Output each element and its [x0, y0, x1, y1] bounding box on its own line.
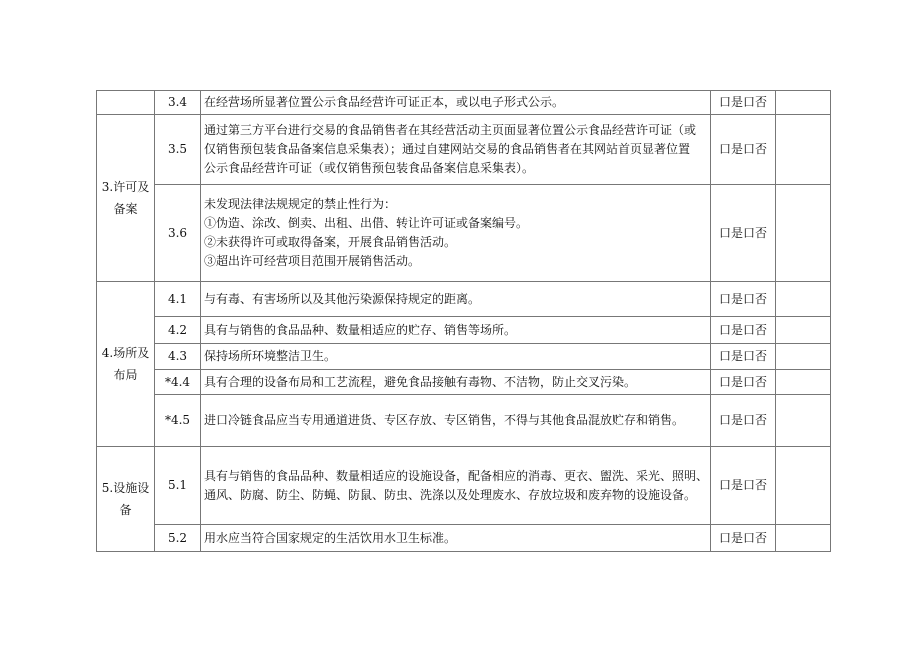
category-label: 5.设施设 [101, 481, 150, 495]
category-label: 布局 [113, 368, 138, 382]
description-line: 具有与销售的食品品种、数量相适应的设施设备，配备相应的消毒、更衣、盥洗、采光、照明、 [204, 468, 709, 483]
item-number: 4.3 [155, 344, 201, 370]
yes-no-checkbox[interactable]: 口是口否 [711, 115, 776, 185]
table-row [97, 370, 831, 395]
item-description [201, 91, 711, 115]
yes-no-checkbox[interactable]: 口是口否 [711, 91, 776, 115]
table-row [97, 447, 831, 525]
table-row [97, 91, 831, 115]
category-label: 3.许可及 [101, 180, 150, 194]
item-description [201, 525, 711, 552]
description-line: 具有合理的设备布局和工艺流程，避免食品接触有毒物、不洁物，防止交叉污染。 [204, 374, 637, 389]
inspection-checklist-table [96, 90, 831, 552]
yes-no-checkbox[interactable]: 口是口否 [711, 185, 776, 282]
description-line: 用水应当符合国家规定的生活饮用水卫生标准。 [204, 530, 457, 545]
description-line: 通过第三方平台进行交易的食品销售者在其经营活动主页面显著位置公示食品经营许可证（或 [204, 123, 697, 137]
description-line: 未发现法律法规规定的禁止性行为： [204, 197, 397, 211]
yes-no-checkbox[interactable]: 口是口否 [711, 525, 776, 552]
description-line: ③超出许可经营项目范围开展销售活动。 [204, 254, 421, 268]
item-description [201, 282, 711, 317]
remarks-cell[interactable] [776, 185, 831, 282]
table-row [97, 395, 831, 447]
item-number: 5.1 [155, 447, 201, 525]
item-number: 3.5 [155, 115, 201, 185]
item-number: *4.4 [155, 370, 201, 395]
item-number: 4.2 [155, 317, 201, 344]
remarks-cell[interactable] [776, 525, 831, 552]
table-row [97, 115, 831, 185]
category-cell [97, 91, 155, 115]
item-description [201, 115, 711, 185]
description-line: 仅销售预包装食品备案信息采集表）；通过自建网站交易的食品销售者在其网站首页显著位置 [204, 142, 691, 156]
category-cell [97, 282, 155, 447]
category-label: 4.场所及 [101, 346, 150, 360]
item-number: 3.6 [155, 185, 201, 282]
table-row [97, 344, 831, 370]
category-label: 备案 [113, 202, 138, 216]
item-description [201, 447, 711, 525]
item-number: 5.2 [155, 525, 201, 552]
category-cell [97, 447, 155, 552]
remarks-cell[interactable] [776, 395, 831, 447]
remarks-cell[interactable] [776, 91, 831, 115]
item-description [201, 185, 711, 282]
item-number: 3.4 [155, 91, 201, 115]
remarks-cell[interactable] [776, 282, 831, 317]
description-line: 具有与销售的食品品种、数量相适应的贮存、销售等场所。 [204, 322, 517, 337]
remarks-cell[interactable] [776, 115, 831, 185]
remarks-cell[interactable] [776, 317, 831, 344]
table-row [97, 525, 831, 552]
remarks-cell[interactable] [776, 344, 831, 370]
remarks-cell[interactable] [776, 370, 831, 395]
yes-no-checkbox[interactable]: 口是口否 [711, 317, 776, 344]
remarks-cell[interactable] [776, 447, 831, 525]
item-description [201, 370, 711, 395]
table-row [97, 317, 831, 344]
yes-no-checkbox[interactable]: 口是口否 [711, 395, 776, 447]
item-number: *4.5 [155, 395, 201, 447]
item-description [201, 344, 711, 370]
category-cell [97, 115, 155, 282]
table-row [97, 185, 831, 282]
description-line: ①伪造、涂改、倒卖、出租、出借、转让许可证或备案编号。 [204, 216, 529, 230]
description-line: 与有毒、有害场所以及其他污染源保持规定的距离。 [204, 291, 481, 306]
item-number: 4.1 [155, 282, 201, 317]
description-line: 进口冷链食品应当专用通道进货、专区存放、专区销售，不得与其他食品混放贮存和销售。 [204, 413, 685, 427]
yes-no-checkbox[interactable]: 口是口否 [711, 447, 776, 525]
yes-no-checkbox[interactable]: 口是口否 [711, 344, 776, 370]
description-line: 公示食品经营许可证（或仅销售预包装食品备案信息采集表）。 [204, 161, 535, 175]
table-row [97, 282, 831, 317]
category-label: 备 [119, 503, 132, 517]
item-description [201, 317, 711, 344]
description-line: 保持场所环境整洁卫生。 [204, 349, 337, 363]
yes-no-checkbox[interactable]: 口是口否 [711, 282, 776, 317]
description-line: 在经营场所显著位置公示食品经营许可证正本，或以电子形式公示。 [204, 95, 565, 109]
yes-no-checkbox[interactable]: 口是口否 [711, 370, 776, 395]
description-line: ②未获得许可或取得备案，开展食品销售活动。 [204, 235, 457, 249]
item-description [201, 395, 711, 447]
description-line: 通风、防腐、防尘、防蝇、防鼠、防虫、洗涤以及处理废水、存放垃圾和废弃物的设施设备。 [204, 487, 697, 502]
